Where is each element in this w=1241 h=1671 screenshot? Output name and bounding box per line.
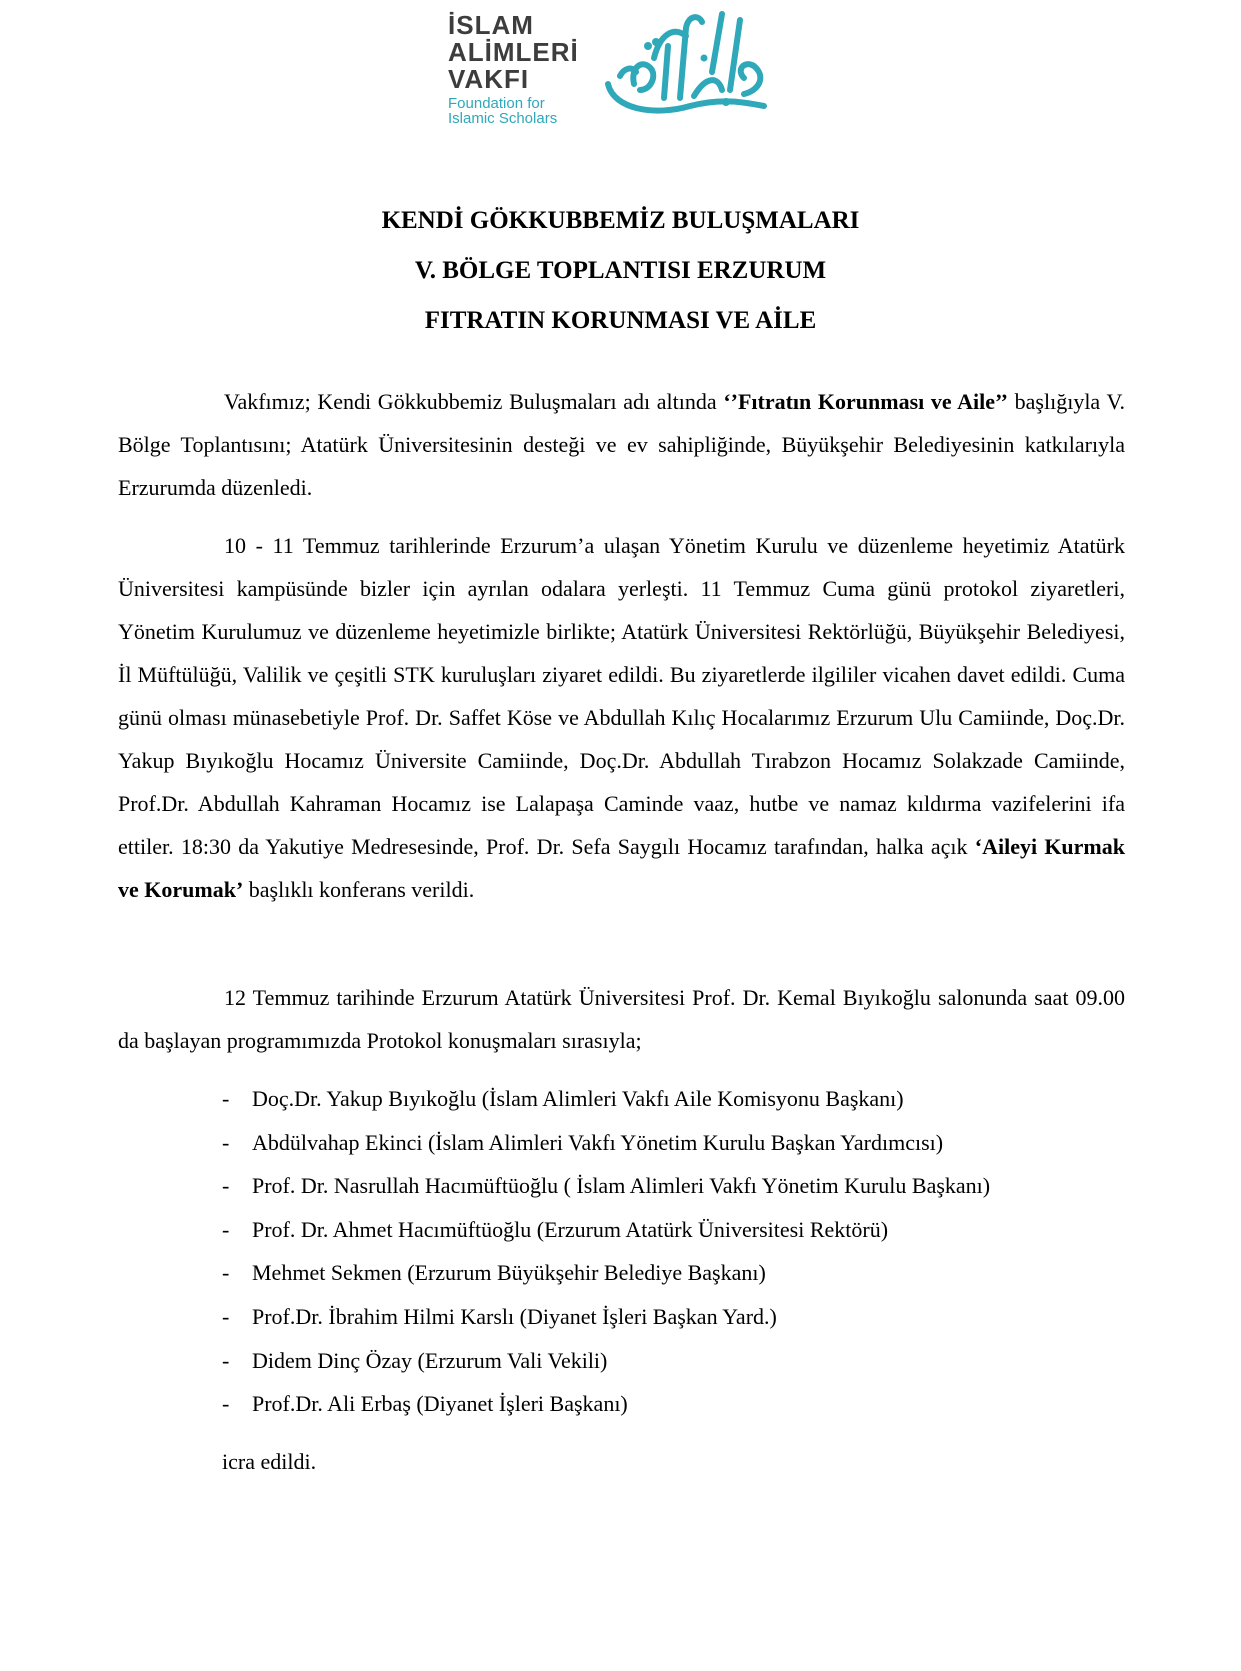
title-line-1: KENDİ GÖKKUBBEMİZ BULUŞMALARI (381, 207, 860, 234)
logo-subtitle-1: Foundation for (448, 95, 545, 112)
speaker-name: Mehmet Sekmen (Erzurum Büyükşehir Belediye Başkanı) (252, 1260, 766, 1286)
speaker-name: Prof. Dr. Ahmet Hacımüftüoğlu (Erzurum Atatürk Üniversitesi Rektörü) (252, 1216, 889, 1242)
speaker-name: Didem Dinç Özay (Erzurum Vali Vekili) (252, 1347, 608, 1373)
list-dash: - (222, 1086, 230, 1111)
paragraph-visits-text-c: başlıklı konferans verildi. (243, 877, 475, 902)
list-dash: - (222, 1391, 230, 1417)
list-item (222, 1251, 990, 1295)
list-dash: - (222, 1216, 230, 1242)
speaker-name: Doç.Dr. Yakup Bıyıkoğlu (İslam Alimleri Vakfı Aile Komisyonu Başkanı) (252, 1086, 904, 1111)
paragraph-visits-text-a: 10 - 11 Temmuz tarihlerinde Erzurum’a ulaşan Yönetim Kurulu ve düzenleme heyetimiz Atatürk Üniversitesi kampüsünde bizler için ayrılan odalara yerleşti. 11 Temmuz Cuma günü protokol ziyaretleri, Yönetim Kurulumuz ve düzenleme heyetimizle birlikte; Atatürk Üniversitesi Rektörlüğü, Büyükşehir Belediyesi, İl Müftülüğü, Valilik ve çeşitli STK kuruluşları ziyaret edildi. Bu ziyaretlerde ilgililer vicahen davet edildi. Cuma günü olması münasebetiyle Prof. Dr. Saffet Köse ve Abdullah Kılıç Hocalarımız Erzurum Ulu Camiinde, Doç.Dr. Yakup Bıyıkoğlu Hocamız Üniversite Camiinde, Doç.Dr. Abdullah Tırabzon Hocamız Solakzade Camiinde, Prof.Dr. Abdullah Kahraman Hocamız ise Lalapaşa Caminde vaaz, hutbe ve namaz kıldırma vazifelerini ifa ettiler. 18:30 da Yakutiye Medresesinde, Prof. Dr. Sefa Saygılı Hocamız tarafından, halka açık (118, 533, 1125, 859)
list-dash: - (222, 1347, 230, 1373)
list-dash: - (222, 1173, 230, 1199)
speaker-name: Prof.Dr. Ali Erbaş (Diyanet İşleri Başkanı) (252, 1391, 628, 1417)
title-line-2: V. BÖLGE TOPLANTISI ERZURUM (414, 257, 827, 284)
list-item (222, 1121, 990, 1165)
paragraph-visits (118, 524, 1125, 911)
list-dash: - (222, 1303, 230, 1329)
foundation-logo (448, 6, 778, 127)
speaker-name: Prof.Dr. İbrahim Hilmi Karslı (Diyanet İşleri Başkan Yard.) (252, 1303, 777, 1329)
speaker-name: Abdülvahap Ekinci (İslam Alimleri Vakfı Yönetim Kurulu Başkan Yardımcısı) (252, 1129, 944, 1155)
title-line-3: FITRATIN KORUNMASI VE AİLE (424, 307, 817, 334)
logo-line-2: ALİMLERİ (448, 37, 579, 67)
list-item (222, 1164, 990, 1208)
document-titles (0, 206, 1241, 356)
list-item (222, 1077, 990, 1121)
paragraph-program: 12 Temmuz tarihinde Erzurum Atatürk Üniversitesi Prof. Dr. Kemal Bıyıkoğlu salonunda saat 09.00 da başlayan programımızda Protokol konuşmaları sırasıyla; (118, 985, 1125, 1053)
list-dash: - (222, 1260, 230, 1286)
speaker-list (222, 1077, 990, 1426)
paragraph-intro-text-c: başlığıyla V. Bölge Toplantısını; Atatürk Üniversitesinin desteği ve ev sahipliğinde, Büyükşehir Belediyesinin katkılarıyla Erzurumda düzenledi. (118, 389, 1125, 500)
calligraphy-emblem-icon (594, 6, 774, 124)
logo-line-1: İSLAM (448, 10, 534, 40)
closing-text: icra edildi. (222, 1449, 317, 1474)
paragraph-intro-text-a: Vakfımız; Kendi Gökkubbemiz Buluşmaları adı altında (224, 389, 724, 414)
list-item (222, 1295, 990, 1339)
logo-wordmark (448, 12, 579, 126)
paragraph-intro (118, 380, 1125, 509)
paragraph-intro-title-bold: ‘’Fıtratın Korunması ve Aile’’ (723, 389, 1009, 414)
speaker-name: Prof. Dr. Nasrullah Hacımüftüoğlu ( İslam Alimleri Vakfı Yönetim Kurulu Başkanı) (252, 1173, 991, 1199)
logo-line-3: VAKFI (448, 64, 530, 94)
list-dash: - (222, 1129, 230, 1155)
list-item (222, 1339, 990, 1383)
list-item (222, 1208, 990, 1252)
logo-subtitle-2: Islamic Scholars (448, 110, 558, 127)
list-item (222, 1382, 990, 1426)
paragraph-visits-conference-bold: ‘Aileyi Kurmak ve Korumak’ (118, 834, 1125, 902)
